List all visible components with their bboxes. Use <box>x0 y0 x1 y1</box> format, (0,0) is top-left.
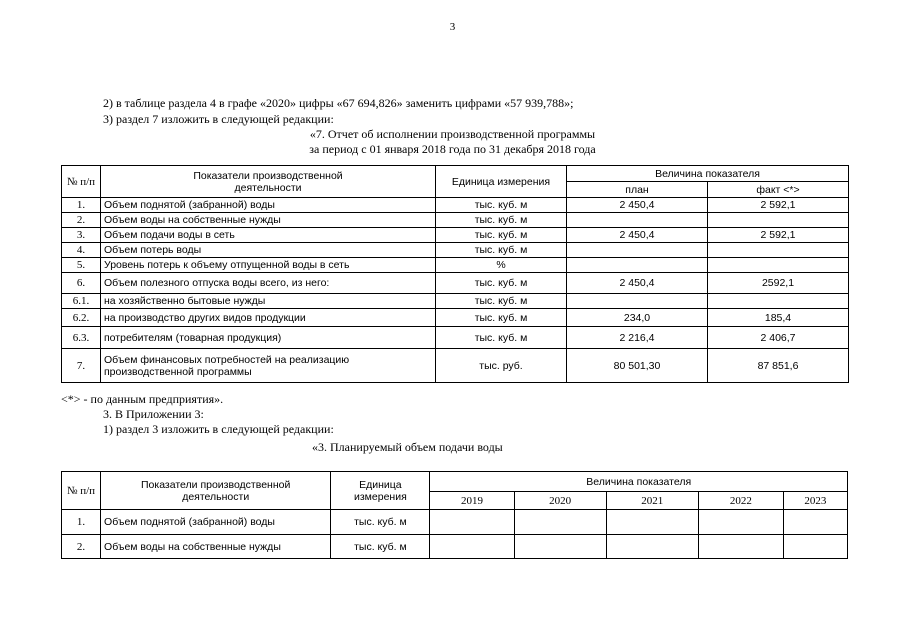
table-row <box>62 349 849 383</box>
row-plan: 2 216,4 <box>567 327 708 349</box>
row-plan: 80 501,30 <box>567 349 708 383</box>
cell-2020 <box>514 535 606 559</box>
row-num: 1. <box>62 198 101 213</box>
row-fact <box>708 213 849 228</box>
header-year-2019: 2019 <box>430 492 514 510</box>
paragraph-amend-table4: 2) в таблице раздела 4 в графе «2020» цифры «67 694,826» заменить цифрами «57 939,788»; <box>103 96 574 110</box>
cell-2023 <box>783 510 847 535</box>
row-plan: 2 450,4 <box>567 228 708 243</box>
row-fact <box>708 294 849 309</box>
table-row <box>62 327 849 349</box>
row-fact <box>708 243 849 258</box>
table-row <box>62 258 849 273</box>
cell-2022 <box>698 510 783 535</box>
row-unit: тыс. куб. м <box>436 198 567 213</box>
header-year-2020: 2020 <box>514 492 606 510</box>
row-name: потребителям (товарная продукция) <box>101 327 436 349</box>
page-number: 3 <box>449 21 456 33</box>
header-indicator: Показатели производственной деятельности <box>101 472 331 510</box>
header-year-2023: 2023 <box>783 492 847 510</box>
row-num: 6.3. <box>62 327 101 349</box>
row-unit: тыс. куб. м <box>331 510 430 535</box>
cell-2022 <box>698 535 783 559</box>
row-name: на производство других видов продукции <box>101 309 436 327</box>
row-unit: % <box>436 258 567 273</box>
row-unit: тыс. куб. м <box>331 535 430 559</box>
cell-2021 <box>606 535 698 559</box>
table-row <box>62 243 849 258</box>
paragraph-section3: 1) раздел 3 изложить в следующей редакции: <box>103 422 334 436</box>
row-name: Объем воды на собственные нужды <box>101 213 436 228</box>
row-unit: тыс. куб. м <box>436 228 567 243</box>
row-unit: тыс. куб. м <box>436 273 567 294</box>
row-num: 2. <box>62 535 101 559</box>
row-unit: тыс. куб. м <box>436 309 567 327</box>
table-row <box>62 294 849 309</box>
cell-2019 <box>430 535 514 559</box>
header-value: Величина показателя <box>567 166 849 182</box>
table-row <box>62 535 848 559</box>
row-fact: 2592,1 <box>708 273 849 294</box>
paragraph-appendix3: 3. В Приложении 3: <box>103 407 204 421</box>
table-row <box>62 228 849 243</box>
row-num: 2. <box>62 213 101 228</box>
row-num: 5. <box>62 258 101 273</box>
table-row <box>62 198 849 213</box>
table2-title: «3. Планируемый объем подачи воды <box>312 440 503 454</box>
row-num: 6.2. <box>62 309 101 327</box>
row-num: 6. <box>62 273 101 294</box>
row-plan <box>567 294 708 309</box>
row-fact: 185,4 <box>708 309 849 327</box>
production-report-table <box>61 165 849 383</box>
row-num: 7. <box>62 349 101 383</box>
row-fact: 2 592,1 <box>708 198 849 213</box>
row-plan <box>567 213 708 228</box>
row-plan <box>567 258 708 273</box>
cell-2023 <box>783 535 847 559</box>
row-name: Объем поднятой (забранной) воды <box>101 510 331 535</box>
cell-2019 <box>430 510 514 535</box>
row-unit: тыс. руб. <box>436 349 567 383</box>
table-row <box>62 213 849 228</box>
table-row <box>62 273 849 294</box>
row-name: Объем финансовых потребностей на реализацию производственной программы <box>101 349 436 383</box>
row-unit: тыс. куб. м <box>436 294 567 309</box>
table1-title-line2: за период с 01 января 2018 года по 31 декабря 2018 года <box>309 142 596 156</box>
row-name: Объем подачи воды в сеть <box>101 228 436 243</box>
row-plan: 2 450,4 <box>567 198 708 213</box>
row-plan <box>567 243 708 258</box>
row-name: Объем потерь воды <box>101 243 436 258</box>
row-fact: 87 851,6 <box>708 349 849 383</box>
row-unit: тыс. куб. м <box>436 243 567 258</box>
table-row <box>62 309 849 327</box>
row-plan: 234,0 <box>567 309 708 327</box>
row-fact: 2 592,1 <box>708 228 849 243</box>
row-num: 1. <box>62 510 101 535</box>
row-name: на хозяйственно бытовые нужды <box>101 294 436 309</box>
footnote: <*> - по данным предприятия». <box>61 392 224 406</box>
header-fact: факт <*> <box>708 182 849 198</box>
header-num: № п/п <box>62 472 101 510</box>
header-year-2022: 2022 <box>698 492 783 510</box>
header-unit: Единица измерения <box>436 166 567 198</box>
row-name: Объем поднятой (забранной) воды <box>101 198 436 213</box>
header-unit: Единица измерения <box>331 472 430 510</box>
row-name: Уровень потерь к объему отпущенной воды в сеть <box>101 258 436 273</box>
row-unit: тыс. куб. м <box>436 213 567 228</box>
table-row <box>62 510 848 535</box>
row-fact <box>708 258 849 273</box>
table1-title-line1: «7. Отчет об исполнении производственной программы <box>309 127 596 141</box>
cell-2020 <box>514 510 606 535</box>
header-year-2021: 2021 <box>606 492 698 510</box>
row-num: 4. <box>62 243 101 258</box>
row-fact: 2 406,7 <box>708 327 849 349</box>
header-value: Величина показателя <box>430 472 848 492</box>
paragraph-section7: 3) раздел 7 изложить в следующей редакции: <box>103 112 334 126</box>
row-name: Объем полезного отпуска воды всего, из него: <box>101 273 436 294</box>
row-num: 3. <box>62 228 101 243</box>
planned-water-supply-table <box>61 471 848 559</box>
header-plan: план <box>567 182 708 198</box>
row-num: 6.1. <box>62 294 101 309</box>
header-indicator: Показатели производственной деятельности <box>101 166 436 198</box>
cell-2021 <box>606 510 698 535</box>
row-unit: тыс. куб. м <box>436 327 567 349</box>
row-plan: 2 450,4 <box>567 273 708 294</box>
row-name: Объем воды на собственные нужды <box>101 535 331 559</box>
header-num: № п/п <box>62 166 101 198</box>
